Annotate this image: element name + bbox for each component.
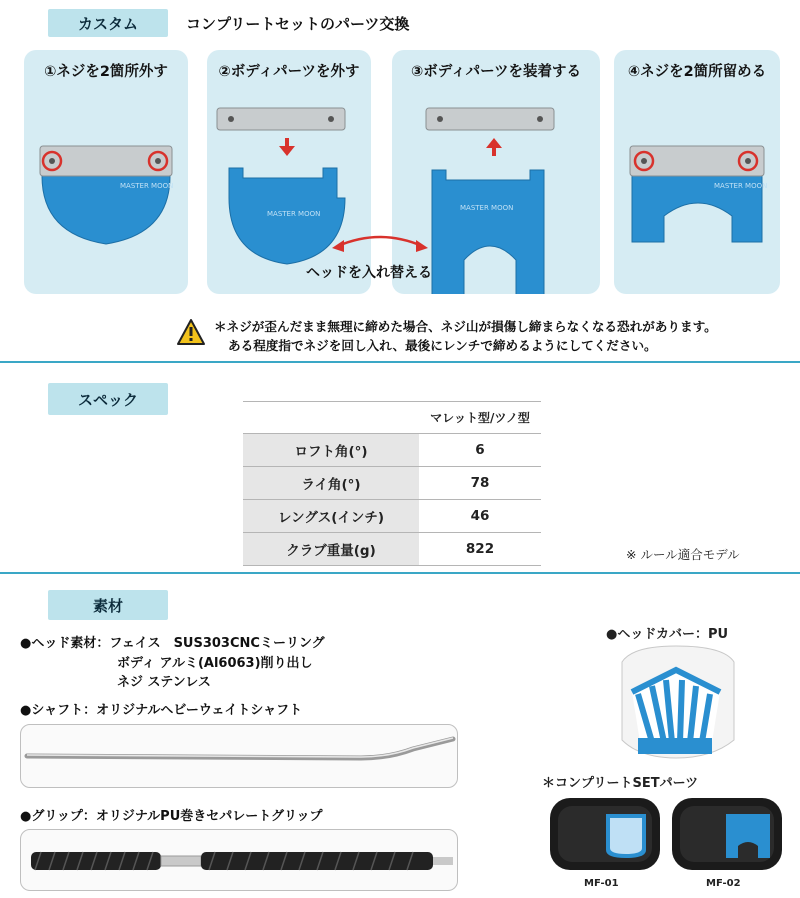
grip-material-text: ●グリップ：オリジナルPU巻きセパレートグリップ (20, 809, 323, 824)
shaft-material-text: ●シャフト：オリジナルヘビーウェイトシャフト (20, 703, 303, 718)
spec-row-value: 46 (419, 500, 541, 533)
custom-section-title: コンプリートセットのパーツ交換 (186, 15, 410, 33)
spec-column-header: マレット型/ツノ型 (419, 402, 541, 434)
fang-head-illustration (614, 86, 780, 294)
step-1-panel (24, 50, 188, 294)
spec-row-label: レングス(インチ) (243, 500, 419, 533)
spec-row-value: 6 (419, 434, 541, 467)
shaft-illustration (21, 725, 457, 787)
warning-icon (176, 318, 206, 346)
spec-table (243, 401, 541, 566)
head-material-line-1: ●ヘッド素材：フェイス SUS303CNCミーリング (20, 636, 325, 651)
step-2-title: ②ボディパーツを外す (218, 64, 360, 80)
spec-row-label: ライ角(°) (243, 467, 419, 500)
case-mf02-illustration (668, 794, 786, 874)
spec-section-label: スペック (48, 383, 168, 415)
step-3-title: ③ボディパーツを装着する (410, 64, 582, 80)
swap-head-text: ヘッドを入れ替える (306, 265, 432, 281)
head-cover-label: ●ヘッドカバー：PU (606, 627, 729, 642)
step-4-title: ④ネジを2箇所留める (627, 64, 767, 80)
custom-section-label: カスタム (48, 9, 168, 37)
material-section-label: 素材 (48, 590, 168, 620)
section-divider (0, 572, 800, 574)
step-1-title: ①ネジを2箇所外す (44, 64, 168, 80)
section-divider (0, 361, 800, 363)
spec-row (243, 434, 541, 467)
svg-text:MASTER MOON: MASTER MOON (120, 182, 174, 190)
spec-row (243, 467, 541, 500)
warning-line-2: ある程度指でネジを回し入れ、最後にレンチで締めるようにしてください。 (228, 338, 657, 353)
head-material-line-2: ボディ アルミ(Al6063)削り出し (117, 656, 313, 671)
mallet-head-illustration (24, 86, 188, 294)
spec-row-value: 822 (419, 533, 541, 566)
complete-set-label: ＊コンプリートSETパーツ (542, 776, 699, 791)
spec-row (243, 500, 541, 533)
spec-header-row (243, 402, 541, 434)
spec-row-label: クラブ重量(g) (243, 533, 419, 566)
spec-row-value: 78 (419, 467, 541, 500)
svg-text:MASTER MOON: MASTER MOON (714, 182, 768, 190)
case-mf01-illustration (546, 794, 664, 874)
head-material-line-3: ネジ ステンレス (117, 675, 211, 690)
step-4-panel (614, 50, 780, 294)
case-mf02-label: MF-02 (706, 878, 741, 889)
case-mf01-label: MF-01 (584, 878, 619, 889)
svg-text:MASTER MOON: MASTER MOON (460, 204, 514, 212)
shaft-image-box (20, 724, 458, 788)
rule-compliant-note: ※ ルール適合モデル (626, 547, 740, 562)
spec-row (243, 533, 541, 566)
swap-arrow-icon (330, 232, 430, 264)
svg-text:MASTER MOON: MASTER MOON (267, 210, 321, 218)
spec-header-blank (243, 402, 419, 434)
grip-illustration (21, 830, 457, 890)
warning-text (214, 317, 717, 355)
warning-line-1: ＊ネジが歪んだまま無理に締めた場合、ネジ山が損傷し締まらなくなる恐れがあります。 (214, 319, 717, 334)
grip-image-box (20, 829, 458, 891)
head-cover-illustration (612, 642, 742, 762)
spec-row-label: ロフト角(°) (243, 434, 419, 467)
